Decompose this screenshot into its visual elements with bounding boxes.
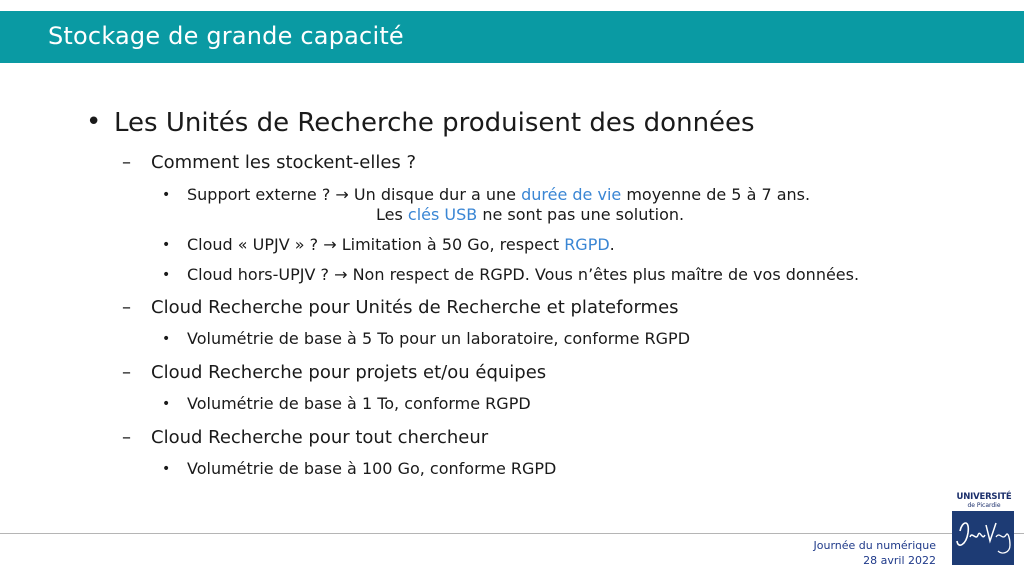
link-rgpd[interactable]: RGPD [564, 235, 610, 254]
item-volumetrie-100go: Volumétrie de base à 100 Go, conforme RGPD [187, 459, 557, 478]
footer-date: 28 avril 2022 [863, 554, 936, 567]
link-cles-usb[interactable]: clés USB [407, 205, 478, 224]
bullet-dot-icon: • [162, 237, 171, 253]
dash-icon: – [122, 427, 131, 448]
dash-icon: – [122, 152, 131, 173]
item-text: Cloud « UPJV » ? → Limitation à 50 Go, respect [187, 235, 565, 254]
logo-universite-text: UNIVERSITÉ [956, 492, 1012, 502]
link-duree-de-vie[interactable]: durée de vie [521, 185, 622, 204]
bullet-dot-icon: • [162, 187, 171, 203]
dash-icon: – [122, 297, 131, 318]
footer-divider [0, 533, 1024, 534]
section-comment-label: Comment les stockent-elles ? [151, 152, 417, 173]
logo-picardie-text: de Picardie [967, 502, 1001, 509]
item-text: Support externe ? → Un disque dur a une [187, 185, 522, 204]
item-text: moyenne de 5 à 7 ans. [621, 185, 811, 204]
item-cloud-hors-upjv: Cloud hors-UPJV ? → Non respect de RGPD. Vous n’êtes plus maître de vos données. [187, 265, 860, 284]
bullet-dot-icon: • [162, 396, 171, 412]
slide-title-bar [0, 11, 1024, 63]
university-logo [952, 493, 1016, 567]
bullet-dot-icon: • [86, 107, 102, 137]
dash-icon: – [122, 362, 131, 383]
item-text: . [609, 235, 615, 254]
bullet-dot-icon: • [162, 461, 171, 477]
bullet-dot-icon: • [162, 331, 171, 347]
slide-title: Stockage de grande capacité [48, 22, 404, 50]
logo-signature-icon [952, 511, 1014, 565]
item-cles-usb [376, 204, 684, 226]
main-heading: Les Unités de Recherche produisent des données [114, 108, 755, 138]
item-volumetrie-5to: Volumétrie de base à 5 To pour un laboratoire, conforme RGPD [187, 329, 691, 348]
footer-event: Journée du numérique [813, 539, 936, 552]
item-text: ne sont pas une solution. [477, 205, 685, 224]
section-chercheur-label: Cloud Recherche pour tout chercheur [151, 427, 489, 448]
footer-info [814, 538, 936, 568]
item-cloud-upjv [187, 234, 615, 256]
item-text: Les [376, 205, 408, 224]
item-support-externe [187, 184, 810, 206]
bullet-dot-icon: • [162, 267, 171, 283]
section-projets-label: Cloud Recherche pour projets et/ou équipes [151, 362, 547, 383]
section-unites-label: Cloud Recherche pour Unités de Recherche et plateformes [151, 297, 679, 318]
item-volumetrie-1to: Volumétrie de base à 1 To, conforme RGPD [187, 394, 531, 413]
